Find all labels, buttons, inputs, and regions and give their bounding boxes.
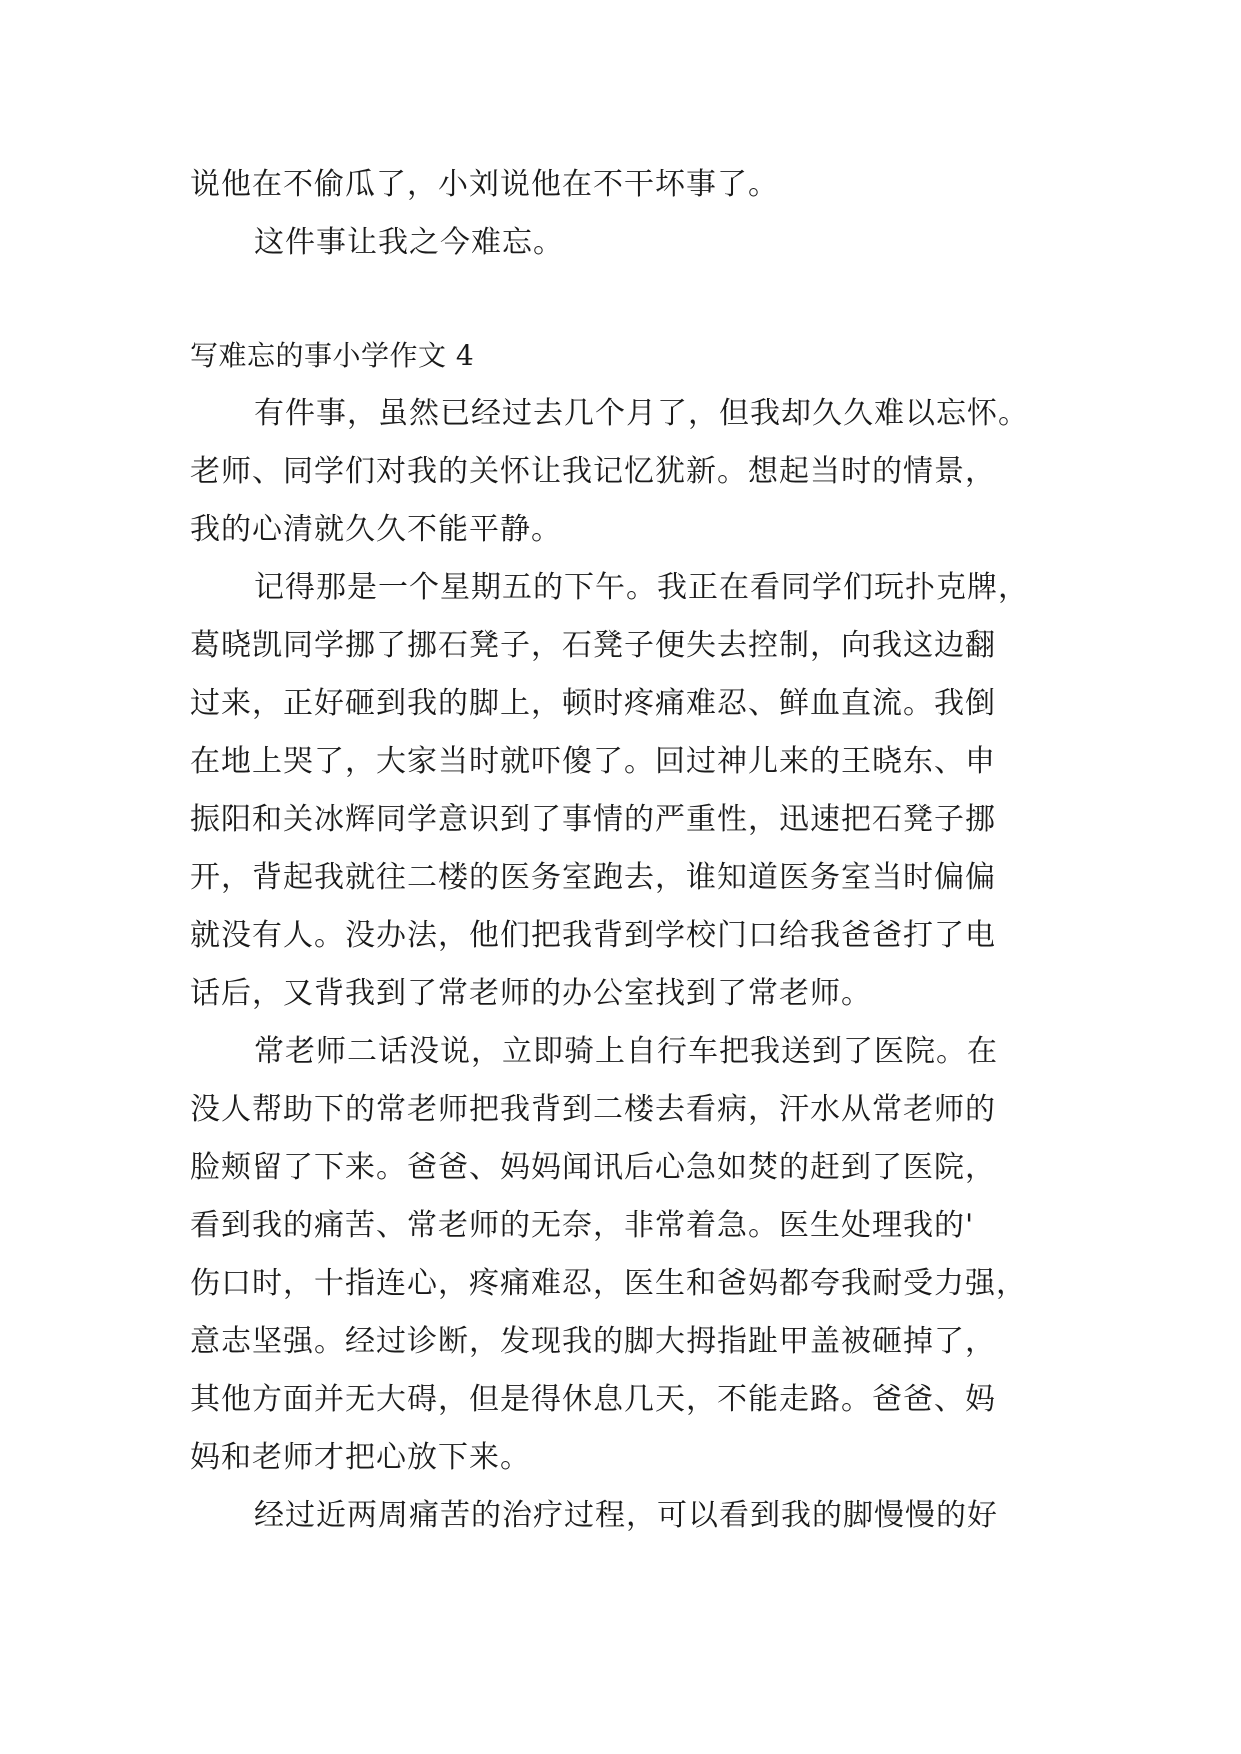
text-line: 看到我的痛苦、常老师的无奈，非常着急。医生处理我的'	[190, 1208, 975, 1243]
text-line: 在地上哭了，大家当时就吓傻了。回过神儿来的王晓东、申	[190, 744, 996, 779]
previous-essay-ending	[190, 156, 1050, 272]
essay-title: 写难忘的事小学作文 4	[190, 339, 475, 372]
text-line: 话后，又背我到了常老师的办公室找到了常老师。	[190, 976, 872, 1011]
paragraph-1	[190, 385, 1050, 559]
text-line: 经过近两周痛苦的治疗过程，可以看到我的脚慢慢的好	[254, 1498, 998, 1533]
essay-title-block	[190, 327, 1050, 385]
text-line: 意志坚强。经过诊断，发现我的脚大拇指趾甲盖被砸掉了，	[190, 1324, 996, 1359]
text-line: 伤口时，十指连心，疼痛难忍，医生和爸妈都夸我耐受力强，	[190, 1266, 1027, 1301]
text-line: 就没有人。没办法，他们把我背到学校门口给我爸爸打了电	[190, 918, 996, 953]
text-line: 葛晓凯同学挪了挪石凳子，石凳子便失去控制，向我这边翻	[190, 628, 996, 663]
paragraph-2	[190, 559, 1050, 1023]
text-line: 没人帮助下的常老师把我背到二楼去看病，汗水从常老师的	[190, 1092, 996, 1127]
paragraph-3	[190, 1023, 1050, 1487]
text-line: 振阳和关冰辉同学意识到了事情的严重性，迅速把石凳子挪	[190, 802, 996, 837]
text-line: 老师、同学们对我的关怀让我记忆犹新。想起当时的情景，	[190, 454, 996, 489]
text-line: 有件事，虽然已经过去几个月了，但我却久久难以忘怀。	[254, 396, 1029, 431]
text-line: 说他在不偷瓜了，小刘说他在不干坏事了。	[190, 167, 779, 202]
text-line: 脸颊留了下来。爸爸、妈妈闻讯后心急如焚的赶到了医院，	[190, 1150, 996, 1185]
text-line: 妈和老师才把心放下来。	[190, 1440, 531, 1475]
text-line: 我的心清就久久不能平静。	[190, 512, 562, 547]
paragraph-4	[190, 1487, 1050, 1545]
text-line: 开，背起我就往二楼的医务室跑去，谁知道医务室当时偏偏	[190, 860, 996, 895]
text-line: 这件事让我之今难忘。	[254, 225, 564, 260]
text-line: 记得那是一个星期五的下午。我正在看同学们玩扑克牌，	[254, 570, 1029, 605]
text-line: 其他方面并无大碍，但是得休息几天，不能走路。爸爸、妈	[190, 1382, 996, 1417]
text-line: 常老师二话没说，立即骑上自行车把我送到了医院。在	[254, 1034, 998, 1069]
text-line: 过来，正好砸到我的脚上，顿时疼痛难忍、鲜血直流。我倒	[190, 686, 996, 721]
